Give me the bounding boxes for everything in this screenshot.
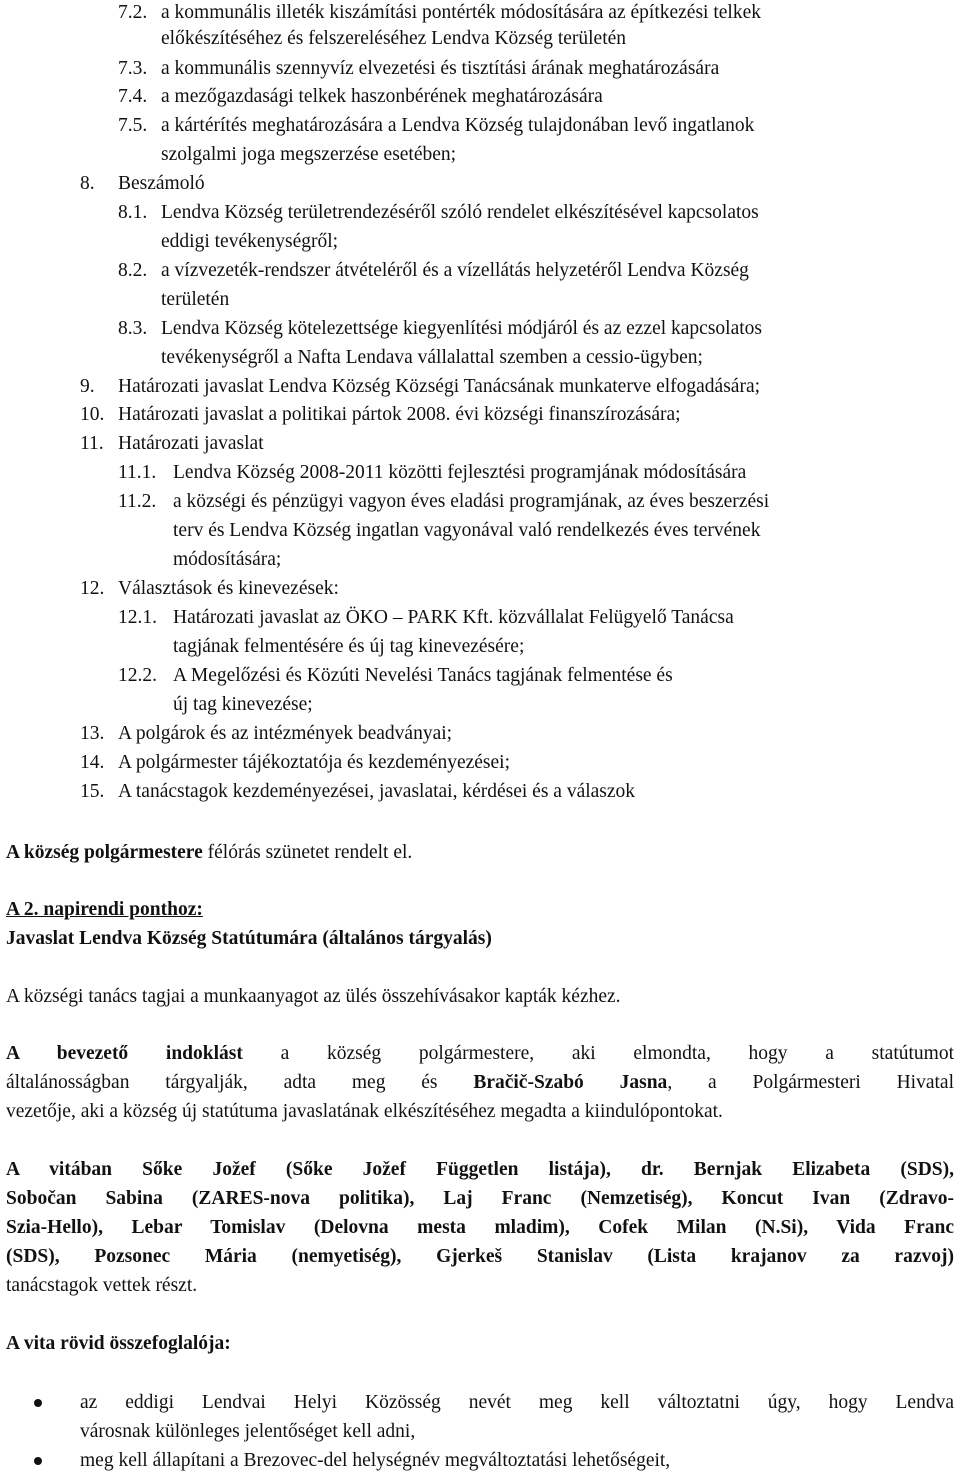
list-item-line: az eddigi Lendvai Helyi Közösség nevét meg kell változtatni úgy, hogy Lendva [80,1392,954,1413]
item-text: előkészítéséhez és felszereléséhez Lendva Község területén [161,28,627,49]
item-number: 12.2. [118,665,157,686]
list-item-line: városnak különleges jelentőséget kell adni, [80,1421,416,1442]
item-number: 7.3. [118,58,148,79]
item-number: 8.2. [118,260,148,281]
bullet-icon [34,1399,42,1407]
mayor-label: A község polgármestere [6,842,203,863]
break-text: félórás szünetet rendelt el. [202,842,413,863]
item-number: 11.2. [118,491,157,512]
break-paragraph [6,840,412,866]
item-text: a vízvezeték-rendszer átvételéről és a vízellátás helyzetéről Lendva Község [161,260,749,281]
intro-text: általánosságban tárgyalják, adta meg és [6,1072,474,1093]
item-number: 10. [80,404,105,425]
item-text: Lendva Község területrendezéséről szóló rendelet elkészítésével kapcsolatos [161,202,759,223]
item-number: 7.5. [118,115,148,136]
item-text: Határozati javaslat [118,433,264,454]
item-text: A polgármester tájékoztatója és kezdeményezései; [118,752,510,773]
item-number: 8. [80,173,95,194]
item-text: területén [161,289,230,310]
item-text: Választások és kinevezések: [118,578,339,599]
item-text: a kártérítés meghatározására a Lendva Község tulajdonában levő ingatlanok [161,115,755,136]
item-text: a kommunális illeték kiszámítási pontérték módosítására az építkezési telkek [161,2,761,23]
item-text: a mezőgazdasági telkek haszonbérének meghatározására [161,86,603,107]
bullet-icon [34,1457,42,1465]
section-heading: A 2. napirendi ponthoz: [6,899,203,920]
item-number: 15. [80,781,105,802]
item-text: új tag kinevezése; [173,694,313,715]
item-text: A tanácstagok kezdeményezései, javaslatai, kérdései és a válaszok [118,781,636,802]
item-number: 7.4. [118,86,148,107]
item-text: tagjának felmentésére és új tag kinevezésére; [173,636,525,657]
item-text: terv és Lendva Község ingatlan vagyonával való rendelkezés éves tervének [173,520,761,541]
participants-line: Szia-Hello), Lebar Tomislav (Delovna mesta mladim), Cofek Milan (N.Si), Vida Franc [6,1217,954,1238]
item-text: a községi és pénzügyi vagyon éves eladási programjának, az éves beszerzési [173,491,770,512]
item-text: Lendva Község 2008-2011 közötti fejlesztési programjának módosítására [173,462,747,483]
paragraph-line [6,1070,954,1096]
item-number: 7.2. [118,2,148,23]
item-text: a kommunális szennyvíz elvezetési és tisztítási árának meghatározására [161,58,720,79]
participants-line: tanácstagok vettek részt. [6,1275,198,1296]
intro-bold: A bevezető indoklást [6,1043,243,1064]
person-name: Bračič-Szabó Jasna [473,1072,668,1093]
participants-line: Sobočan Sabina (ZARES-nova politika), Laj Franc (Nemzetiség), Koncut Ivan (Zdravo- [6,1188,954,1209]
item-text: Határozati javaslat a politikai pártok 2008. évi községi finanszírozására; [118,404,681,425]
item-text: A polgárok és az intézmények beadványai; [118,723,453,744]
item-text: tevékenységről a Nafta Lendava vállalattal szemben a cessio-ügyben; [161,347,703,368]
item-number: 11. [80,433,104,454]
paragraph: A községi tanács tagjai a munkaanyagot az ülés összehívásakor kapták kézhez. [6,986,621,1007]
item-number: 14. [80,752,105,773]
participants-line: (SDS), Pozsonec Mária (nemyetiség), Gjerkeš Stanislav (Lista krajanov za razvoj) [6,1246,954,1267]
intro-text: , a Polgármesteri Hivatal [667,1072,954,1093]
item-text: A Megelőzési és Közúti Nevelési Tanács tagjának felmentése és [173,665,673,686]
list-item-line: meg kell állapítani a Brezovec-del helységnév megváltoztatási lehetőségeit, [80,1450,671,1471]
item-text: Beszámoló [118,173,205,194]
participants-line: A vitában Sőke Jožef (Sőke Jožef Független listája), dr. Bernjak Elizabeta (SDS), [6,1159,954,1180]
item-text: Határozati javaslat Lendva Község Községi Tanácsának munkaterve elfogadására; [118,376,761,397]
item-text: Lendva Község kötelezettsége kiegyenlítési módjáról és az ezzel kapcsolatos [161,318,763,339]
item-text: módosítására; [173,549,282,570]
item-number: 8.1. [118,202,148,223]
item-number: 9. [80,376,95,397]
paragraph-line: vezetője, aki a község új statútuma javaslatának elkészítéséhez megadta a kiindulópontokat. [6,1101,723,1122]
item-number: 8.3. [118,318,148,339]
item-text: eddigi tevékenységről; [161,231,339,252]
item-text: Határozati javaslat az ÖKO – PARK Kft. közvállalat Felügyelő Tanácsa [173,607,734,628]
intro-text: a község polgármestere, aki elmondta, hogy a statútumot [242,1043,954,1064]
item-text: szolgalmi joga megszerzése esetében; [161,144,457,165]
item-number: 11.1. [118,462,157,483]
summary-heading: A vita rövid összefoglalója: [6,1333,231,1354]
item-number: 12.1. [118,607,157,628]
item-number: 12. [80,578,105,599]
paragraph-line [6,1041,954,1067]
section-title: Javaslat Lendva Község Statútumára (általános tárgyalás) [6,928,492,949]
item-number: 13. [80,723,105,744]
